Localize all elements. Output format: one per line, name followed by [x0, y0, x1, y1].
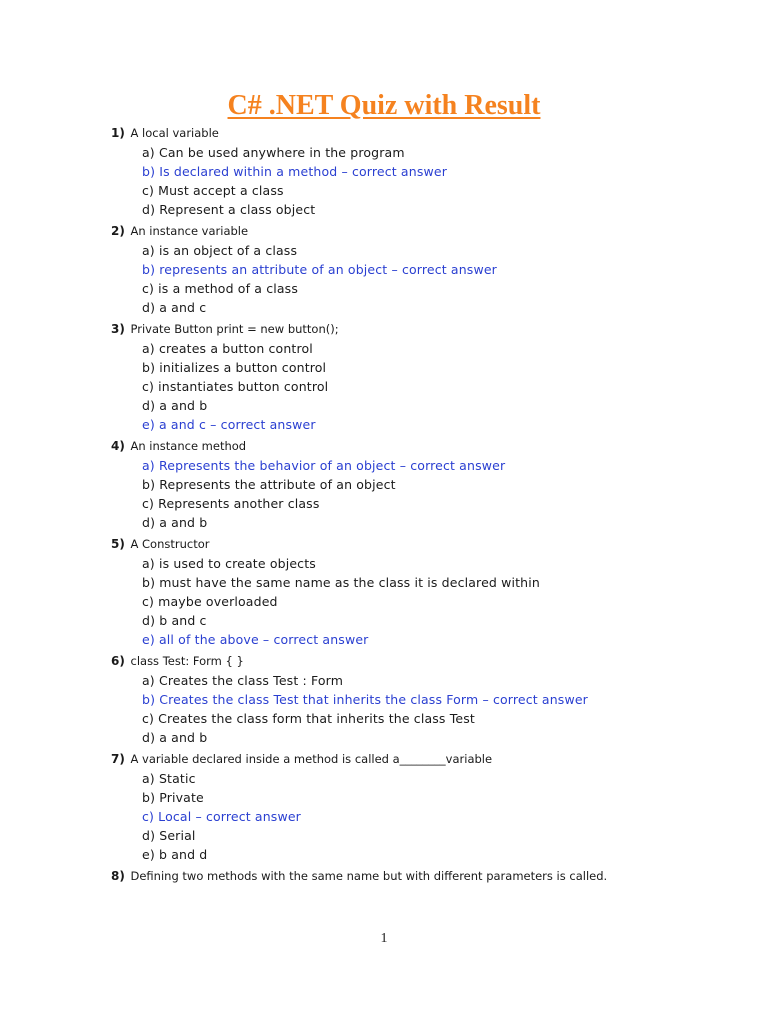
answer-options [142, 241, 751, 317]
answer-option: c) is a method of a class [142, 281, 298, 296]
question-number: 4) [111, 439, 125, 453]
question-1 [111, 125, 751, 219]
question-4 [111, 438, 751, 532]
question-heading [111, 536, 751, 553]
answer-option: c) maybe overloaded [142, 594, 278, 609]
question-heading [111, 751, 751, 768]
answer-options [142, 143, 751, 219]
answer-option: c) Must accept a class [142, 183, 284, 198]
answer-option: e) b and d [142, 847, 208, 862]
question-heading [111, 321, 751, 338]
answer-option: b) Private [142, 790, 204, 805]
question-2 [111, 223, 751, 317]
answer-options [142, 456, 751, 532]
question-text: Private Button print = new button(); [130, 322, 339, 336]
answer-option: d) a and c [142, 300, 207, 315]
answer-option-correct: b) Is declared within a method – correct answer [142, 164, 447, 179]
question-number: 1) [111, 126, 125, 140]
page-number: 1 [380, 931, 388, 946]
question-number: 3) [111, 322, 125, 336]
answer-option: a) creates a button control [142, 341, 313, 356]
question-3 [111, 321, 751, 434]
question-text: A variable declared inside a method is called a________variable [130, 752, 493, 766]
page-title: C# .NET Quiz with Result [227, 90, 541, 121]
question-text: A Constructor [130, 537, 210, 551]
answer-options [142, 671, 751, 747]
question-heading [111, 868, 751, 885]
question-text: An instance method [130, 439, 247, 453]
answer-option: d) Serial [142, 828, 196, 843]
question-text: An instance variable [130, 224, 249, 238]
answer-option-correct: e) a and c – correct answer [142, 417, 316, 432]
question-5 [111, 536, 751, 649]
answer-option: b) initializes a button control [142, 360, 327, 375]
question-number: 5) [111, 537, 125, 551]
answer-option: d) Represent a class object [142, 202, 316, 217]
answer-option: a) Can be used anywhere in the program [142, 145, 405, 160]
answer-options [142, 554, 751, 649]
question-8 [111, 868, 751, 885]
answer-option: c) Creates the class form that inherits the class Test [142, 711, 475, 726]
answer-option-correct: b) represents an attribute of an object – correct answer [142, 262, 497, 277]
answer-option: a) is used to create objects [142, 556, 316, 571]
question-7 [111, 751, 751, 864]
answer-option: b) must have the same name as the class it is declared within [142, 575, 540, 590]
answer-option: c) instantiates button control [142, 379, 329, 394]
question-6 [111, 653, 751, 747]
answer-option: b) Represents the attribute of an object [142, 477, 396, 492]
answer-option: c) Represents another class [142, 496, 320, 511]
question-heading [111, 438, 751, 455]
answer-option: d) a and b [142, 515, 208, 530]
question-text: A local variable [130, 126, 219, 140]
answer-options [142, 769, 751, 864]
question-heading [111, 653, 751, 670]
answer-option: d) a and b [142, 730, 208, 745]
answer-option-correct: c) Local – correct answer [142, 809, 301, 824]
answer-option-correct: a) Represents the behavior of an object – correct answer [142, 458, 506, 473]
answer-option: d) b and c [142, 613, 207, 628]
question-number: 2) [111, 224, 125, 238]
question-number: 8) [111, 869, 125, 883]
answer-option: a) Creates the class Test : Form [142, 673, 344, 688]
question-number: 6) [111, 654, 125, 668]
question-text: class Test: Form { } [130, 654, 244, 668]
answer-option-correct: e) all of the above – correct answer [142, 632, 369, 647]
question-text: Defining two methods with the same name but with different parameters is called. [130, 869, 608, 883]
answer-option-correct: b) Creates the class Test that inherits the class Form – correct answer [142, 692, 588, 707]
answer-option: a) Static [142, 771, 196, 786]
question-heading [111, 125, 751, 142]
answer-options [142, 339, 751, 434]
answer-option: a) is an object of a class [142, 243, 298, 258]
question-number: 7) [111, 752, 125, 766]
question-heading [111, 223, 751, 240]
answer-option: d) a and b [142, 398, 208, 413]
quiz-questions [111, 125, 751, 885]
